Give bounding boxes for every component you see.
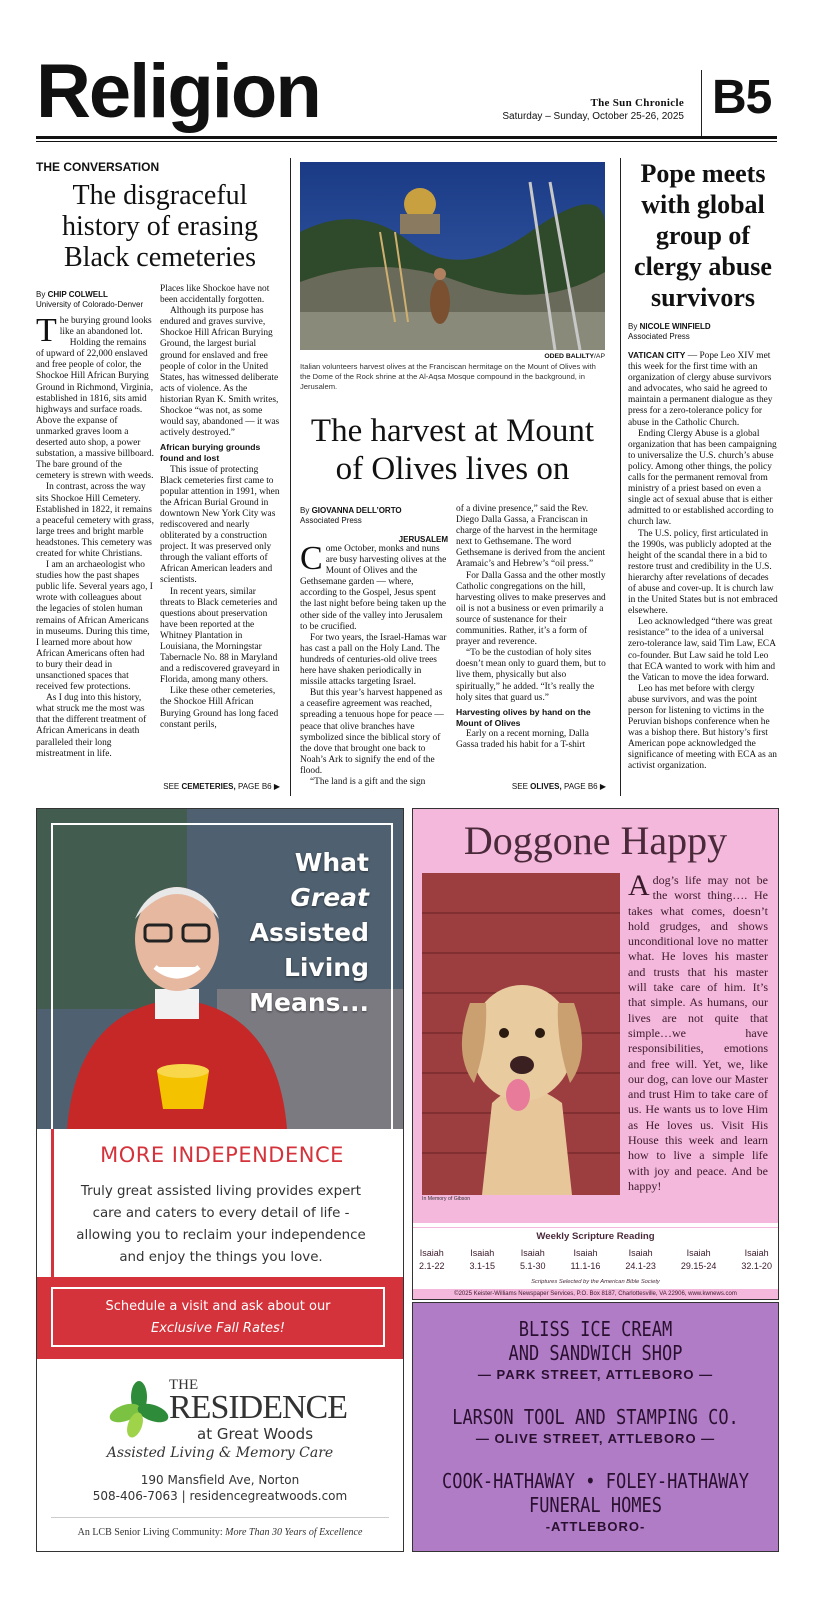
ad-title: Doggone Happy <box>463 818 728 863</box>
church-ad <box>412 808 779 1300</box>
accent-bar <box>51 1129 54 1279</box>
sponsor-location: — PARK STREET, ATTLEBORO — <box>477 1367 714 1382</box>
scripture-reading <box>681 1247 717 1273</box>
paragraph: I am an archaeologist who studies how the past shapes public life. Several years ago, I wrote with colleagues about the legacies of stolen human remains of African Americans in museums. During this time, I learned more about how African Americans often had to bury their dead in unsanctioned spaces that received few protections. <box>36 560 153 693</box>
author-affiliation: Associated Press <box>300 516 362 525</box>
scripture-note: Scriptures Selected by the American Bible Society <box>531 1279 660 1285</box>
paragraph: Ending Clergy Abuse is a global organization that has been campaigning to universalize the U.S. church’s abuse policy. Among other things, the policy calls for the permanent removal from ministry of a priest based on even a single act of sexual abuse that is either admitted to or established according to church law. <box>628 428 777 528</box>
logo-the: THE <box>169 1377 199 1393</box>
ad-footer: An LCB Senior Living Community: More Than 30 Years of Excellence <box>77 1527 363 1538</box>
paragraph: As I dug into this history, what struck me the most was that the different treatment of African Americans in death paralleled their long mistreatment in life. <box>36 693 147 759</box>
olive-harvest-photo <box>300 162 605 350</box>
photo-caption: Italian volunteers harvest olives at the Franciscan hermitage on the Mount of Olives with the Dome of the Rock shrine at the Al-Aqsa Mosque compound in the background, in Jerusalem. <box>300 362 596 391</box>
scripture-title: Weekly Scripture Reading <box>536 1231 655 1242</box>
jump-link[interactable]: SEE OLIVES, PAGE B6 ▶ <box>511 782 606 791</box>
scripture-readings <box>419 1247 772 1273</box>
cta-band[interactable] <box>37 1277 403 1359</box>
column-rule <box>290 158 291 796</box>
paragraph: For Dalla Gassa and the other mostly Catholic congregations on the hill, harvesting olives to make preserves and oil is not a business or even primarily a source of sustenance for their communities. Rather, it’s a form of prayer and reverence. <box>456 570 606 648</box>
photo-credit: ODED BALILTY/AP <box>544 353 605 360</box>
sponsor-2 <box>413 1405 778 1446</box>
scripture-reading <box>520 1247 546 1273</box>
photo-illustration <box>300 162 605 350</box>
dog-illustration <box>422 873 620 1195</box>
paragraph: In recent years, similar threats to Black cemeteries and questions about preservation have been reported at the Whitney Plantation in Louisiana, the Morningstar Tabernacle No. 88 in Maryland and a rediscovered graveyard in Florida, among many others. <box>160 586 280 686</box>
paragraph: of a divine presence,” said the Rev. Diego Dalla Gassa, a Franciscan in charge of the harvest in the hermitage next to Gethsemane. The word Gethsemane is derived from the ancient Aramaic’s and Hebrew’s “oil press.” <box>456 504 606 570</box>
ad-body: Truly great assisted living provides expert care and caters to every detail of life - allowing you to reclaim your independence and enjoy the things you love. <box>76 1184 366 1265</box>
sponsor-name: BLISS ICE CREAM <box>518 1317 673 1341</box>
scripture-reading <box>741 1247 772 1273</box>
scripture-reading <box>470 1247 496 1273</box>
reading-book: Isaiah <box>520 1248 545 1258</box>
paragraph: “To be the custodian of holy sites doesn’t mean only to guard them, but to live them, physically but also spiritually,” he added. “It’s really the holy sites that guard us.” <box>456 648 606 703</box>
subhead: African burying grounds found and lost <box>160 442 261 464</box>
article-column <box>456 504 606 774</box>
reading-book: Isaiah <box>628 1248 653 1258</box>
reading-ref: 11.1-16 <box>570 1261 601 1271</box>
header-rule <box>36 136 777 139</box>
ad-subhead: MORE INDEPENDENCE <box>100 1143 344 1167</box>
ad-address: 190 Mansfield Ave, Norton <box>140 1473 300 1487</box>
ad-body: A dog’s life may not be the worst thing…. He takes what comes, doesn’t hold grudges, and shows unconditional love no matter what. He loves his master and trusts that his master will take care of him. It’s that simple. As humans, our lives are not quite that simple…we have responsibilities, emotions and free will. Yet, we, like our dog, can love our Master and trust Him to take care of us. He wants us to love Him as He loves us. Visit His House this week and learn how to live a simple life with joy and peace. And be happy! <box>628 869 768 1193</box>
residence-ad[interactable] <box>36 808 404 1552</box>
byline-prefix: By <box>36 290 46 299</box>
author-affiliation: Associated Press <box>628 332 690 341</box>
paragraph: Although its purpose has endured and graves survive, Shockoe Hill African Burying Ground, the largest burial ground for enslaved and free people of color in the United States, has witnessed deliberate acts of violence. As the historian Ryan K. Smith writes, Shockoe “was not, as some would say, abandoned — it was actively destroyed.” <box>160 306 280 439</box>
paragraph: In contrast, across the way sits Shockoe Hill Cemetery. Established in 1822, it remains a peaceful cemetery with grass, large trees and bright marble headstones. This cemetery was created for white Christians. <box>36 482 154 559</box>
dateline: JERUSALEM <box>398 535 448 544</box>
dateline: VATICAN CITY <box>628 350 686 360</box>
reading-ref: 2.1-22 <box>419 1261 445 1271</box>
sponsor-1 <box>413 1317 778 1382</box>
scripture-reading <box>419 1247 445 1273</box>
reading-book: Isaiah <box>419 1248 444 1258</box>
paragraph: This issue of protecting Black cemeteries first came to popular attention in 1991, when the African Burial Ground in downtown New York City was rediscovered and nearly obliterated by a construction project. It was preserved only through the valiant efforts of African American leaders and scientists. <box>160 464 280 586</box>
reading-book: Isaiah <box>686 1248 711 1258</box>
reading-ref: 32.1-20 <box>741 1261 772 1271</box>
paragraph: Holding the remains of upward of 22,000 enslaved and free people of color, the Shockoe Hill African Burying Ground in Richmond, Virginia, established in 1816, sits amid highways and surface roads. Above the expanse of unmarked graves loom a deserted auto shop, a power substation, a massive billboard. The bare ground of the cemetery is strewn with weeds. <box>36 338 154 482</box>
sponsor-3 <box>413 1469 778 1534</box>
scripture-reading <box>571 1247 601 1273</box>
paragraph: But this year’s harvest happened as a ceasefire agreement was reached, spreading a tenuous hope for peace — peace that olive branches have symbolized since the biblical story of the dove that brought one back to Noah’s Ark to signify the end of the flood. <box>300 688 444 776</box>
header-divider <box>701 70 702 136</box>
newspaper-name: The Sun Chronicle <box>590 97 684 109</box>
ad-contact[interactable]: 508-406-7063 | residencegreatwoods.com <box>92 1489 348 1503</box>
ad-tagline: Assisted Living & Memory Care <box>106 1445 334 1461</box>
sponsor-name: FUNERAL HOMES <box>528 1493 663 1517</box>
drop-cap: T <box>36 316 57 349</box>
cta-button[interactable]: Schedule a visit and ask about our Exclusive Fall Rates! <box>51 1287 385 1347</box>
reading-book: Isaiah <box>573 1248 598 1258</box>
reading-book: Isaiah <box>744 1248 769 1258</box>
author-name: CHIP COLWELL <box>47 290 108 299</box>
logo-subtitle: at Great Woods <box>197 1425 314 1443</box>
article-column: Come October, monks and nuns are busy harvesting olives at the Mount of Olives and the Gethsemane garden — where, according to the Gospel, Jesus spent the last night before being taken up the other side of the valley into Jerusalem to be crucified. For two years, the Israel-Hamas war has cast a pall on the Holy Land. The hundreds of centuries-old olive trees here have shaken periodically in missile attacks targeting Israel. But this year’s harvest happened as a ceasefire agreement was reached, spreading a tenuous hope for peace — peace that olive branches have symbolized since the biblical story of the dove that brought one back to Noah’s Ark to signify the end of the flood. “The land is a gift and the sign <box>300 544 448 786</box>
article-headline: Pope meets with global group of clergy abuse survivors <box>634 159 772 312</box>
sponsor-name: LARSON TOOL AND STAMPING CO. <box>452 1405 739 1429</box>
divider <box>51 1517 389 1518</box>
paragraph: Early on a recent morning, Dalla Gassa traded his habit for a T-shirt <box>456 728 589 750</box>
logo-name: RESIDENCE <box>169 1389 347 1426</box>
paragraph: The U.S. policy, first articulated in the 1990s, was publicly adopted at the height of the scandal there in a bid to restore trust and credibility in the U.S. hierarchy after revelations of decades of abuse and cover-up. It is church law in the United States but is not embraced elsewhere. <box>628 528 778 617</box>
author-name: GIOVANNA DELL’ORTO <box>311 506 402 515</box>
author-affiliation: University of Colorado-Denver <box>36 300 144 309</box>
reading-ref: 29.15-24 <box>680 1261 717 1271</box>
byline <box>36 290 156 310</box>
paragraph: For two years, the Israel-Hamas war has cast a pall on the Holy Land. The hundreds of centuries-old olive trees here have shaken periodically in missile attacks targeting Israel. <box>300 632 447 688</box>
article-column: VATICAN CITY — Pope Leo XIV met this week for the first time with an organization of clergy abuse survivors and advocates, who said he agreed to maintain a permanent dialogue as they press for a zero-tolerance policy for abuse in the Catholic Church. Ending Clergy Abuse is a global organization that has been campaigning to universalize the U.S. church’s abuse policy. Among other things, the policy calls for the permanent removal from ministry of a priest based on even a single act of sexual abuse that is either admitted to or established according to church law. The U.S. policy, first articulated in the 1990s, was publicly adopted at the height of the scandal there in a bid to restore trust and credibility in the U.S. hierarchy after revelations of decades of abuse and cover-up. It is church law in the United States but is not embraced elsewhere. Leo acknowledged “there was great resistance” to the idea of a universal zero-tolerance law, said Tim Law, ECA co-founder. But Law said he told Leo that ECA wanted to work with him and the Vatican to move the idea forward. Leo has met before with clergy abuse survivors, and was the point person for listening to victims in the Peruvian bishops conference when he was a bishop there. But history’s first American pope acknowledged the significance of meeting with ECA as an activist organization. <box>628 350 778 772</box>
article-headline: The disgraceful history of erasing Black cemeteries <box>62 180 258 273</box>
reading-ref: 24.1-23 <box>625 1261 656 1271</box>
paragraph: Leo has met before with clergy abuse survivors, and was the point person for listening to victims in the Peruvian bishops conference when he was a bishop there. But history’s first American pope acknowledged the significance of meeting with ECA as an activist organization. <box>628 683 777 772</box>
paragraph: Places like Shockoe have not been accidentally forgotten. <box>160 284 270 306</box>
section-title: Religion <box>36 49 320 134</box>
dog-photo <box>422 873 620 1195</box>
sponsor-location: -ATTLEBORO- <box>545 1519 646 1534</box>
scripture-panel <box>413 1223 778 1299</box>
issue-date: Saturday – Sunday, October 25-26, 2025 <box>502 111 684 122</box>
column-rule <box>620 158 621 796</box>
article-headline: The harvest at Mount of Olives lives on <box>310 413 595 487</box>
sponsor-name: AND SANDWICH SHOP <box>508 1341 683 1365</box>
paragraph: Like these other cemeteries, the Shockoe Hill African Burying Ground has long faced constant perils, <box>160 686 279 730</box>
article-kicker: THE CONVERSATION <box>36 160 160 174</box>
divider <box>413 1227 778 1228</box>
sponsor-box <box>412 1302 779 1552</box>
photo-caption: In Memory of Gibson <box>422 1196 471 1202</box>
subhead: Harvesting olives by hand on the Mount of Olives <box>456 706 591 728</box>
paragraph: “The land is a gift and the sign <box>310 776 426 786</box>
copyright: ©2025 Keister-Williams Newspaper Services, P.O. Box 8187, Charlottesville, VA 22906, www.kwnews.com <box>454 1291 737 1297</box>
drop-cap: C <box>300 544 323 577</box>
sponsor-location: — OLIVE STREET, ATTLEBORO — <box>475 1431 716 1446</box>
ad-headline: What Great Assisted Living Means... <box>249 848 369 1017</box>
reading-book: Isaiah <box>470 1248 495 1258</box>
paragraph: Leo acknowledged “there was great resistance” to the idea of a universal zero-tolerance law, said Tim Law, ECA co-founder. But Law said he told Leo that ECA wanted to work with him and the Vatican to move the idea forward. <box>628 617 776 683</box>
jump-link[interactable]: SEE CEMETERIES, PAGE B6 ▶ <box>163 782 280 791</box>
leaf-logo-icon <box>109 1379 169 1439</box>
author-name: NICOLE WINFIELD <box>639 322 711 331</box>
article-column: The burying ground looks like an abandoned lot. Holding the remains of upward of 22,000 enslaved and free people of color, the Shockoe Hill African Burying Ground in Richmond, Virginia, established in 1816, sits amid highways and surface roads. Above the expanse of unmarked graves loom a deserted auto shop, a power substation, a massive billboard. The bare ground of the cemetery is strewn with weeds. In contrast, across the way sits Shockoe Hill Cemetery. Established in 1822, it remains a peaceful cemetery with grass, large trees and bright marble headstones. This cemetery was created for white Christians. I am an archaeologist who studies how the past shapes public life. Several years ago, I wrote with colleagues about the legacies of stolen human remains of African Americans in museums. During this time, I learned more about how African Americans often had to bury their dead in unsanctioned spaces that received few protections. As I dug into this history, what struck me the most was that the different treatment of African Americans in death paralleled their long mistreatment in life. <box>36 316 154 759</box>
page-number: B5 <box>712 71 772 124</box>
header-rule-thin <box>36 141 777 142</box>
reading-ref: 5.1-30 <box>520 1261 546 1271</box>
scripture-reading <box>625 1247 656 1273</box>
drop-cap: A <box>628 869 650 902</box>
byline: By NICOLE WINFIELD Associated Press <box>628 322 711 341</box>
article-column <box>160 284 282 754</box>
sponsor-name: COOK-HATHAWAY • FOLEY-HATHAWAY <box>441 1469 750 1493</box>
reading-ref: 3.1-15 <box>469 1261 496 1271</box>
byline: By GIOVANNA DELL’ORTO Associated Press <box>300 506 402 525</box>
